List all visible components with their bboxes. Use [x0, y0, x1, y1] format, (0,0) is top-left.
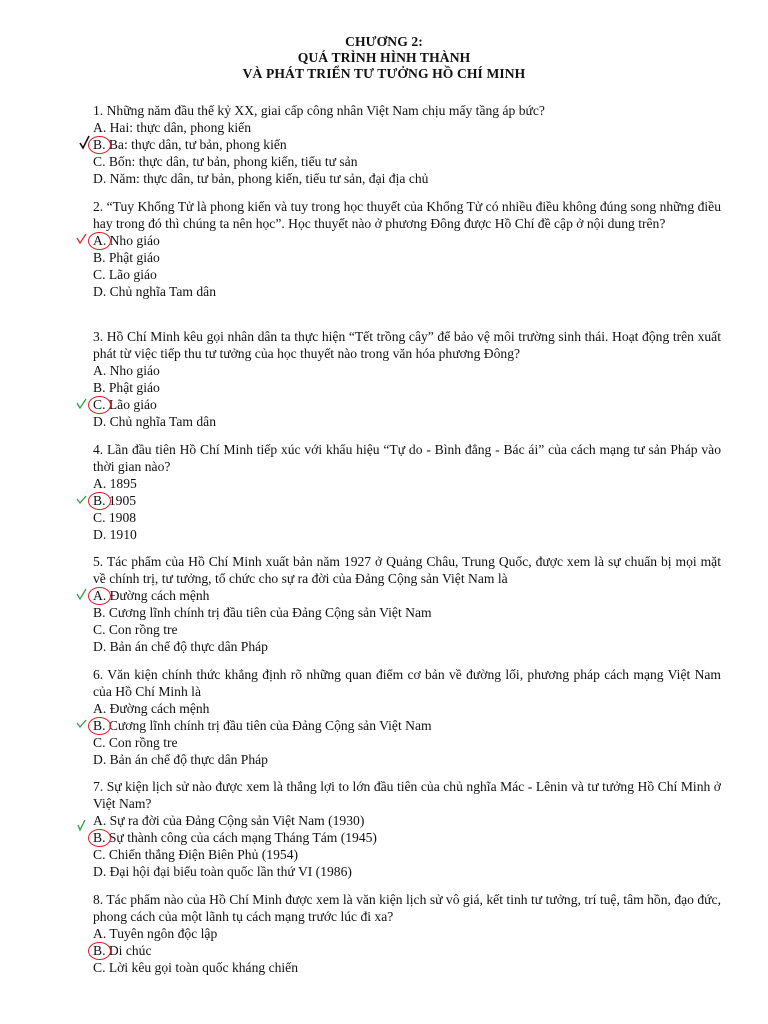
- option-d: D. Bản án chế độ thực dân Pháp: [93, 751, 268, 767]
- answer-circle-mark: [88, 829, 111, 847]
- option-c: C. Con rồng tre: [93, 734, 178, 750]
- question-stem: 1. Những năm đầu thế kỷ XX, giai cấp công nhân Việt Nam chịu mấy tầng áp bức?: [93, 103, 545, 118]
- option-b: B. Cương lĩnh chính trị đầu tiên của Đảng Cộng sản Việt Nam: [93, 604, 432, 620]
- check-mark-icon: [75, 491, 89, 507]
- check-mark-icon: [75, 231, 89, 247]
- question-stem: 4. Lần đầu tiên Hồ Chí Minh tiếp xúc với khẩu hiệu “Tự do - Bình đẳng - Bác ái” của cách mạng tư sản Pháp vào thời gian nào?: [93, 442, 721, 474]
- option-a-marked: [93, 588, 721, 605]
- option-text: A. Nho giáo: [93, 232, 160, 248]
- question-5: [93, 554, 721, 655]
- option-b-marked: [93, 493, 721, 510]
- answer-circle-mark: [88, 492, 111, 510]
- option-a: A. Hai: thực dân, phong kiến: [93, 119, 252, 135]
- option-c: C. Bốn: thực dân, tư bản, phong kiến, tiểu tư sản: [93, 153, 358, 169]
- question-7: [93, 779, 721, 880]
- option-a: A. Đường cách mệnh: [93, 700, 210, 716]
- answer-circle-mark: [88, 136, 111, 154]
- check-mark-icon: [75, 817, 89, 833]
- option-a-marked: [93, 233, 721, 250]
- option-b-marked: [93, 943, 721, 960]
- question-8: [93, 892, 721, 977]
- answer-circle-mark: [88, 717, 111, 735]
- question-stem: 3. Hồ Chí Minh kêu gọi nhân dân ta thực hiện “Tết trồng cây” để bảo vệ môi trường sinh thái. Hoạt động trên xuất phát từ việc tiếp thu tư tưởng của học thuyết nào trong văn hóa phương Đông?: [93, 329, 721, 361]
- option-a: [93, 813, 721, 830]
- question-4: [93, 442, 721, 543]
- option-d: D. Đại hội đại biểu toàn quốc lần thứ VI (1986): [93, 863, 352, 879]
- option-c: C. 1908: [93, 509, 137, 525]
- option-c: C. Lời kêu gọi toàn quốc kháng chiến: [93, 959, 299, 975]
- option-b-marked: [93, 718, 721, 735]
- check-mark-icon: [75, 395, 89, 411]
- question-2: [93, 199, 721, 300]
- option-c: C. Con rồng tre: [93, 621, 178, 637]
- option-text: B. Ba: thực dân, tư bản, phong kiến: [93, 136, 287, 152]
- question-stem: 7. Sự kiện lịch sử nào được xem là thắng lợi to lớn đầu tiên của chủ nghĩa Mác - Lênin và tư tưởng Hồ Chí Minh ở Việt Nam?: [93, 779, 721, 811]
- question-1: [93, 103, 721, 188]
- answer-circle-mark: [88, 232, 111, 250]
- chapter-title-line2: VÀ PHÁT TRIỂN TƯ TƯỞNG HỒ CHÍ MINH: [242, 66, 526, 81]
- chapter-header: [0, 34, 768, 82]
- option-text: B. 1905: [93, 492, 137, 508]
- option-b-marked: [93, 830, 721, 847]
- question-3: [93, 329, 721, 430]
- answer-circle-mark: [88, 942, 111, 960]
- option-d: D. Chủ nghĩa Tam dân: [93, 283, 217, 299]
- option-b: B. Phật giáo: [93, 249, 160, 265]
- question-stem: 5. Tác phẩm của Hồ Chí Minh xuất bản năm 1927 ở Quảng Châu, Trung Quốc, được xem là sự chuẩn bị mọi mặt về chính trị, tư tưởng, tổ chức cho sự ra đời của Đảng Cộng sản Việt Nam là: [93, 554, 721, 586]
- answer-circle-mark: [88, 396, 111, 414]
- option-d: D. Năm: thực dân, tư bản, phong kiến, tiểu tư sản, đại địa chủ: [93, 170, 429, 186]
- chapter-number: CHƯƠNG 2:: [345, 34, 423, 49]
- option-c-marked: [93, 397, 721, 414]
- question-stem: 6. Văn kiện chính thức khẳng định rõ những quan điểm cơ bản về đường lối, phương pháp cách mạng Việt Nam của Hồ Chí Minh là: [93, 667, 721, 699]
- option-d: D. Chủ nghĩa Tam dân: [93, 413, 217, 429]
- option-c: C. Lão giáo: [93, 266, 157, 282]
- option-text: C. Lão giáo: [93, 396, 157, 412]
- question-6: [93, 667, 721, 768]
- option-a: A. 1895: [93, 475, 137, 491]
- check-mark-icon: [75, 586, 89, 602]
- option-b-marked: [93, 137, 721, 154]
- question-stem: 8. Tác phẩm nào của Hồ Chí Minh được xem là văn kiện lịch sử vô giá, kết tinh tư tưởng, trí tuệ, tâm hồn, đạo đức, phong cách của một lãnh tụ cách mạng trước lúc đi xa?: [93, 892, 721, 924]
- answer-circle-mark: [88, 587, 111, 605]
- option-c: C. Chiến thắng Điện Biên Phủ (1954): [93, 846, 299, 862]
- option-text: B. Cương lĩnh chính trị đầu tiên của Đảng Cộng sản Việt Nam: [93, 717, 432, 733]
- option-text: B. Sự thành công của cách mạng Tháng Tám (1945): [93, 829, 377, 845]
- check-mark-icon: [75, 716, 89, 732]
- option-d: D. 1910: [93, 526, 137, 542]
- option-text: A. Đường cách mệnh: [93, 587, 210, 603]
- option-text: A. Sự ra đời của Đảng Cộng sản Việt Nam (1930): [93, 812, 365, 828]
- option-a: A. Tuyên ngôn độc lập: [93, 925, 218, 941]
- chapter-title-line1: QUÁ TRÌNH HÌNH THÀNH: [297, 50, 471, 65]
- option-d: D. Bản án chế độ thực dân Pháp: [93, 638, 268, 654]
- option-b: B. Phật giáo: [93, 379, 160, 395]
- option-text: B. Di chúc: [93, 942, 152, 958]
- option-a: A. Nho giáo: [93, 362, 160, 378]
- question-stem: 2. “Tuy Khổng Tử là phong kiến và tuy trong học thuyết của Khổng Tử có nhiều điều không đúng song những điều hay trong đó thì chúng ta nên học”. Học thuyết nào ở phương Đông được Hồ Chí đề cập ở nội dung trên?: [93, 199, 721, 231]
